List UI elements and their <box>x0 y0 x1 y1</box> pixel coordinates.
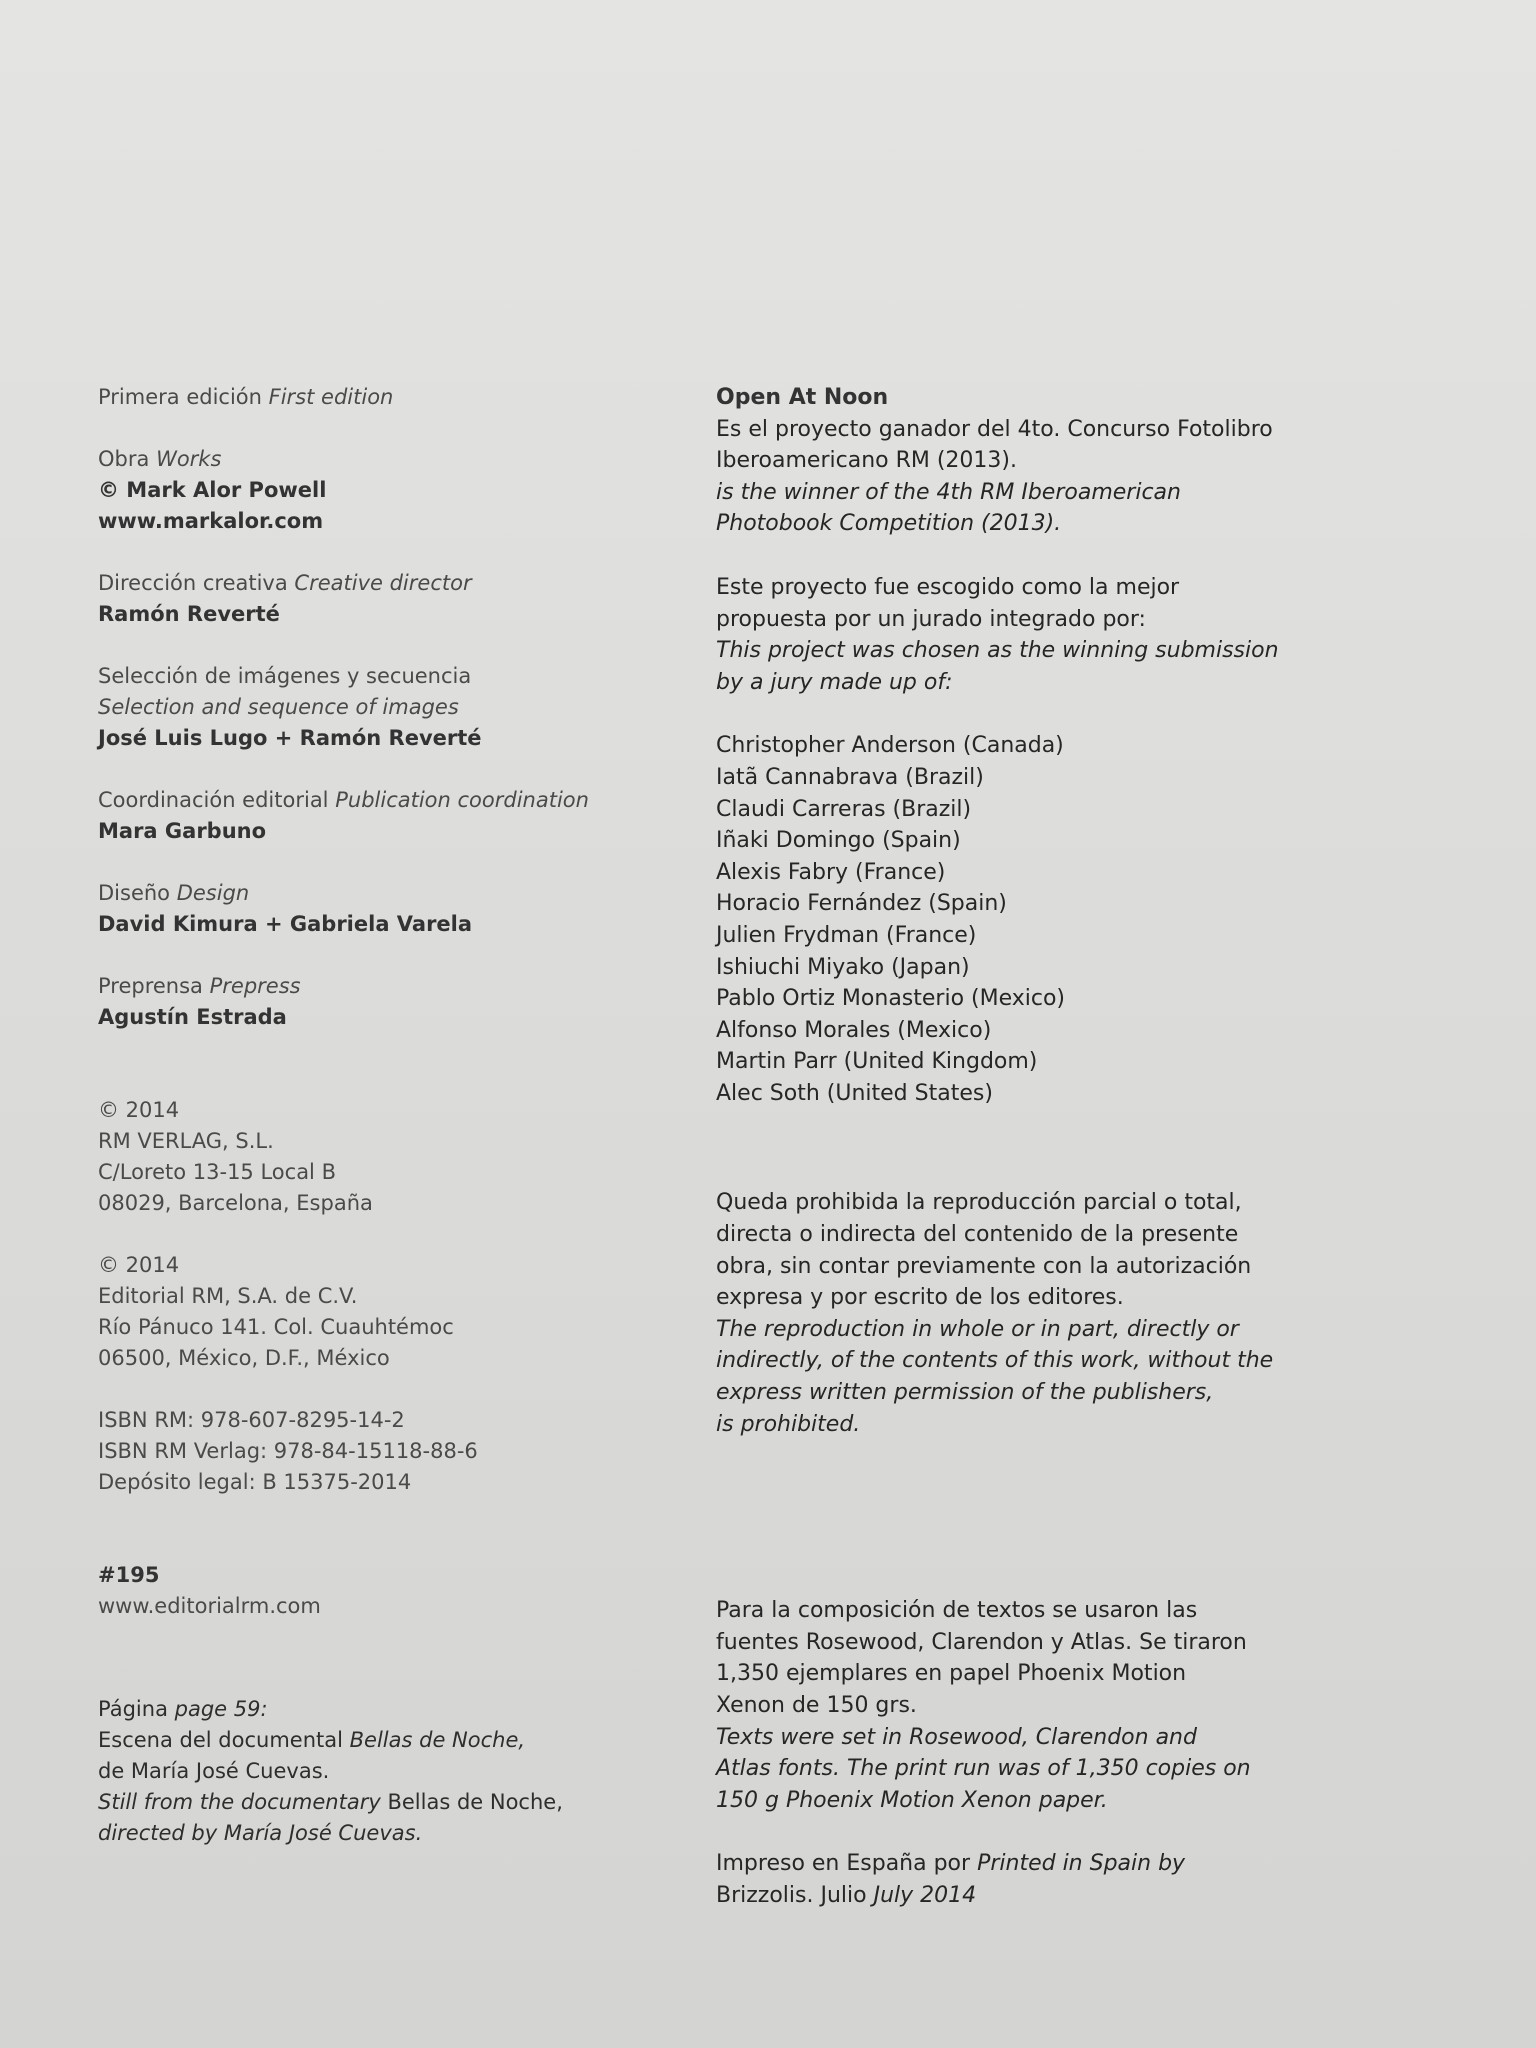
jury-intro-block <box>716 572 1316 698</box>
design-en: Design <box>176 881 250 905</box>
jury-list <box>716 730 1316 1109</box>
design-name: David Kimura + Gabriela Varela <box>98 912 473 936</box>
rights-es-line: expresa y por escrito de los editores. <box>716 1285 1124 1311</box>
colophon-es-line: 1,350 ejemplares en papel Phoenix Motion <box>716 1661 1187 1687</box>
printed-es: Brizzolis. Julio <box>716 1882 867 1908</box>
publisher-spain-line: 08029, Barcelona, España <box>98 1191 373 1215</box>
rights-block <box>716 1187 1316 1440</box>
jury-member: Ishiuchi Miyako (Japan) <box>716 954 970 980</box>
printed-en: July 2014 <box>873 1882 977 1908</box>
creative-director-block <box>98 568 658 630</box>
edition-number-block <box>98 1560 658 1622</box>
works-block <box>98 444 658 537</box>
publisher-spain-line: C/Loreto 13-15 Local B <box>98 1160 336 1184</box>
isbn-block <box>98 1405 658 1498</box>
isbn-line: ISBN RM Verlag: 978-84-15118-88-6 <box>98 1439 478 1463</box>
creative-director-en: Creative director <box>294 571 472 595</box>
isbn-line: ISBN RM: 978-607-8295-14-2 <box>98 1408 405 1432</box>
selection-es: Selección de imágenes y secuencia <box>98 664 472 688</box>
creative-director-name: Ramón Reverté <box>98 602 280 626</box>
jury-intro-es-line: Este proyecto fue escogido como la mejor <box>716 574 1180 600</box>
page-note-en: directed by María José Cuevas. <box>98 1821 423 1845</box>
works-en: Works <box>156 447 222 471</box>
works-es: Obra <box>98 447 150 471</box>
rights-en-line: indirectly, of the contents of this work, without the <box>716 1348 1274 1374</box>
selection-name: José Luis Lugo + Ramón Reverté <box>98 726 482 750</box>
page-note-en-title: Bellas de Noche, <box>387 1790 563 1814</box>
page-note-label-es: Página <box>98 1697 168 1721</box>
colophon-es-line: Xenon de 150 grs. <box>716 1693 917 1718</box>
jury-member: Alfonso Morales (Mexico) <box>716 1017 992 1043</box>
isbn-line: Depósito legal: B 15375-2014 <box>98 1470 412 1494</box>
intro-en-line: is the winner of the 4th RM Iberoamerican <box>716 479 1181 505</box>
intro-block <box>716 382 1316 540</box>
design-block <box>98 878 658 940</box>
jury-member: Julien Frydman (France) <box>716 922 977 948</box>
rights-es-line: directa o indirecta del contenido de la presente <box>716 1222 1239 1248</box>
jury-member: Claudi Carreras (Brazil) <box>716 796 972 822</box>
colophon-en-line: 150 g Phoenix Motion Xenon paper. <box>716 1787 1108 1813</box>
printed-es: Impreso en España por <box>716 1851 971 1877</box>
creative-director-es: Dirección creativa <box>98 571 288 595</box>
edition-number: #195 <box>98 1563 160 1587</box>
publisher-mexico-block <box>98 1250 658 1374</box>
colophon-en-line: Atlas fonts. The print run was of 1,350 copies on <box>716 1756 1251 1782</box>
jury-intro-en-line: This project was chosen as the winning submission <box>716 638 1279 664</box>
publisher-mexico-line: © 2014 <box>98 1253 180 1277</box>
intro-en-line: Photobook Competition (2013). <box>716 511 1062 537</box>
selection-block <box>98 661 658 754</box>
rights-es-line: Queda prohibida la reproducción parcial o total, <box>716 1190 1242 1216</box>
colophon-block <box>716 1595 1316 1816</box>
coordination-en: Publication coordination <box>335 788 589 812</box>
colophon-en-line: Texts were set in Rosewood, Clarendon and <box>716 1724 1197 1750</box>
edition-en: First edition <box>268 385 394 409</box>
jury-member: Alec Soth (United States) <box>716 1080 993 1106</box>
jury-member: Horacio Fernández (Spain) <box>716 891 1007 917</box>
works-author: © Mark Alor Powell <box>98 478 327 502</box>
page-note-en: Still from the documentary <box>98 1790 381 1814</box>
page-note-block <box>98 1694 658 1849</box>
publisher-mexico-line: Editorial RM, S.A. de C.V. <box>98 1284 358 1308</box>
jury-member: Christopher Anderson (Canada) <box>716 733 1064 759</box>
printed-en: Printed in Spain by <box>977 1851 1186 1877</box>
publisher-mexico-line: Río Pánuco 141. Col. Cuauhtémoc <box>98 1315 454 1339</box>
rights-en-line: express written permission of the publishers, <box>716 1380 1214 1406</box>
coordination-name: Mara Garbuno <box>98 819 267 843</box>
works-url: www.markalor.com <box>98 509 324 533</box>
prepress-name: Agustín Estrada <box>98 1005 287 1029</box>
left-column <box>98 382 658 1849</box>
page-note-label-en: page 59: <box>174 1697 268 1721</box>
publisher-website: www.editorialrm.com <box>98 1594 321 1618</box>
jury-intro-es-line: propuesta por un jurado integrado por: <box>716 606 1146 632</box>
rights-es-line: obra, sin contar previamente con la autorización <box>716 1253 1252 1279</box>
prepress-es: Preprensa <box>98 974 203 998</box>
page-note-es: de María José Cuevas. <box>98 1759 330 1783</box>
publisher-spain-block <box>98 1095 658 1219</box>
prepress-en: Prepress <box>209 974 301 998</box>
book-title: Open At Noon <box>716 385 889 410</box>
right-column <box>716 382 1316 1912</box>
colophon-es-line: fuentes Rosewood, Clarendon y Atlas. Se tiraron <box>716 1629 1247 1655</box>
edition-line <box>98 382 658 413</box>
colophon-es-line: Para la composición de textos se usaron las <box>716 1598 1198 1624</box>
coordination-block <box>98 785 658 847</box>
intro-es-line: Es el proyecto ganador del 4to. Concurso Fotolibro <box>716 416 1273 442</box>
jury-member: Alexis Fabry (France) <box>716 859 946 885</box>
intro-es-line: Iberoamericano RM (2013). <box>716 448 1017 474</box>
jury-member: Iñaki Domingo (Spain) <box>716 828 961 854</box>
coordination-es: Coordinación editorial <box>98 788 329 812</box>
publisher-spain-line: RM VERLAG, S.L. <box>98 1129 274 1153</box>
printed-block <box>716 1848 1316 1911</box>
design-es: Diseño <box>98 881 171 905</box>
rights-en-line: is prohibited. <box>716 1411 861 1437</box>
page-note-es: Escena del documental <box>98 1728 343 1752</box>
rights-en-line: The reproduction in whole or in part, directly or <box>716 1316 1239 1342</box>
jury-member: Pablo Ortiz Monasterio (Mexico) <box>716 986 1066 1012</box>
jury-member: Iatã Cannabrava (Brazil) <box>716 764 984 790</box>
prepress-block <box>98 971 658 1033</box>
page-note-es-title: Bellas de Noche, <box>349 1728 526 1752</box>
jury-intro-en-line: by a jury made up of: <box>716 669 953 695</box>
publisher-mexico-line: 06500, México, D.F., México <box>98 1346 390 1370</box>
selection-en: Selection and sequence of images <box>98 695 459 719</box>
jury-member: Martin Parr (United Kingdom) <box>716 1049 1038 1075</box>
edition-es: Primera edición <box>98 385 262 409</box>
publisher-spain-line: © 2014 <box>98 1098 180 1122</box>
